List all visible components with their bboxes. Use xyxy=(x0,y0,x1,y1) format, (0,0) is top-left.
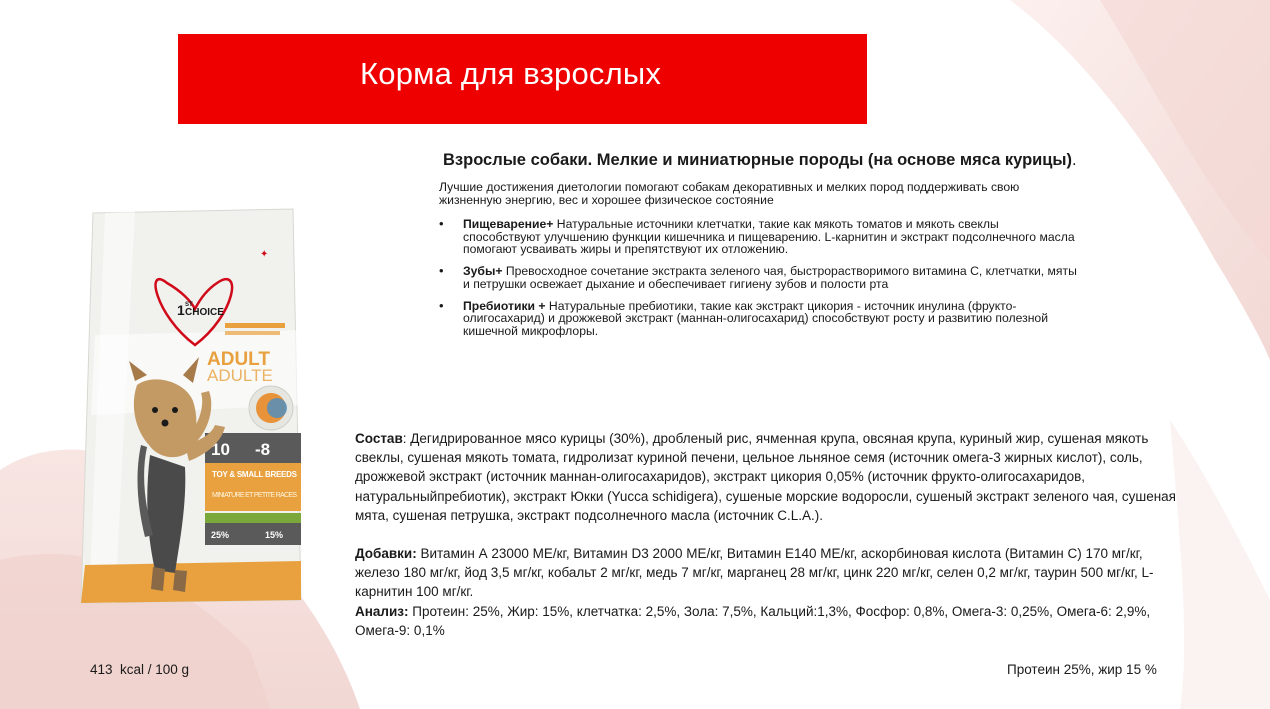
pack-adulte: ADULTE xyxy=(207,366,273,385)
maple-leaf-icon: ✦ xyxy=(260,249,269,260)
analysis-paragraph xyxy=(355,602,1185,640)
benefit-text: Натуральные источники клетчатки, такие как мякоть томатов и мякоть свеклы способствуют улучшению функции кишечника и пищеварению. L-карнитин и экстракт подсолнечного масла помогают усваивать жиры и препятствуют их отложению. xyxy=(463,217,1075,257)
additives-text: Витамин А 23000 МЕ/кг, Витамин D3 2000 МЕ/кг, Витамин E140 МЕ/кг, аскорбиновая кислота (Витамин С) 170 мг/кг, железо 180 мг/кг, йод 3,5 мг/кг, кобальт 2 мг/кг, медь 7 мг/кг, марганец 28 мг/кг, цинк 220 мг/кг, селен 0,2 мг/кг, таурин 500 мг/кг, L-карнитин 100 мг/кг. xyxy=(355,546,1154,600)
brand-name: CHOICE xyxy=(185,307,224,318)
benefit-text: Натуральные пребиотики, такие как экстракт цикория - источник инулина (фрукто-олигосахарид) и дрожжевой экстракт (маннан-олигосахарид) способствуют росту и развитию полезной кишечной микрофлоры. xyxy=(463,298,1049,338)
product-heading-dot: . xyxy=(1072,151,1077,169)
benefit-label: Пищеварение+ xyxy=(463,217,554,231)
benefit-teeth xyxy=(439,265,1079,290)
benefit-digestion xyxy=(439,218,1079,256)
benefit-label: Пребиотики + xyxy=(463,298,546,313)
additives-paragraph xyxy=(355,544,1185,602)
product-heading-text: Взрослые собаки. Мелкие и миниатюрные породы (на основе мяса курицы) xyxy=(443,151,1073,169)
ingredients-paragraph xyxy=(355,429,1185,525)
brand-superscript: ST xyxy=(185,302,193,308)
breeds-fr: MINIATURE ET PETITE RACES xyxy=(212,492,297,499)
product-heading xyxy=(439,151,1079,170)
age-from: 10 xyxy=(211,440,230,459)
analysis-label: Анализ: xyxy=(355,603,409,619)
composition-block xyxy=(355,429,1185,640)
ingredients-text: : Дегидрированное мясо курицы (30%), дробленый рис, ячменная крупа, овсяная крупа, куриный жир, сушеная мякоть свеклы, сушеная мякоть томата, гидролизат куриной печени, цельное льняное семя (источник омега-3 жирных кислот), соль, дрожжевой экстракт (источник маннан-олигосахаридов), экстракт цикория 0,05% (источник фрукто-олигосахаридов, натуральныйпребиотик), экстракт Юкки (Yucca schidigera), сушеные морские водоросли, сушеный экстракт зеленого чая, сушеная мята, сушеная петрушка, экстракт подсолнечного масла (источник C.L.A.). xyxy=(355,431,1176,523)
dog-food-bag-image xyxy=(75,205,315,605)
benefits-list xyxy=(439,218,1079,338)
benefit-label: Зубы+ xyxy=(463,264,503,279)
benefit-text: Превосходное сочетание экстракта зеленого чая, быстрорастворимого витамина С, клетчатки, мяты и петрушки освежает дыхание и обеспечивает гигиену зубов и полости рта xyxy=(463,264,1077,291)
ingredients-label: Состав xyxy=(355,431,403,446)
product-lead: Лучшие достижения диетологии помогают собакам декоративных и мелких пород поддерживать свою жизненную энергию, вес и хорошее физическое состояние xyxy=(439,180,1020,207)
product-description xyxy=(439,151,1079,347)
fat-badge: 15% xyxy=(265,530,284,540)
analysis-text: Протеин: 25%, Жир: 15%, клетчатка: 2,5%, Зола: 7,5%, Кальций:1,3%, Фосфор: 0,8%, Омега-3: 0,25%, Омега-6: 2,9%, Омега-9: 0,1% xyxy=(355,603,1151,638)
title-banner xyxy=(178,34,867,124)
benefit-prebiotics xyxy=(439,300,1079,338)
nutrition-summary: Протеин 25%, жир 15 % xyxy=(1007,662,1157,677)
breeds-en: TOY & SMALL BREEDS xyxy=(212,470,297,479)
additives-label: Добавки: xyxy=(355,546,417,562)
brand-number: 1 xyxy=(177,302,185,318)
energy-value: 413 kcal / 100 g xyxy=(90,662,190,677)
pack-adult: ADULT xyxy=(207,349,270,370)
age-to: -8 xyxy=(255,440,271,459)
protein-badge: 25% xyxy=(211,530,230,540)
slide-title: Корма для взрослых xyxy=(360,56,662,91)
